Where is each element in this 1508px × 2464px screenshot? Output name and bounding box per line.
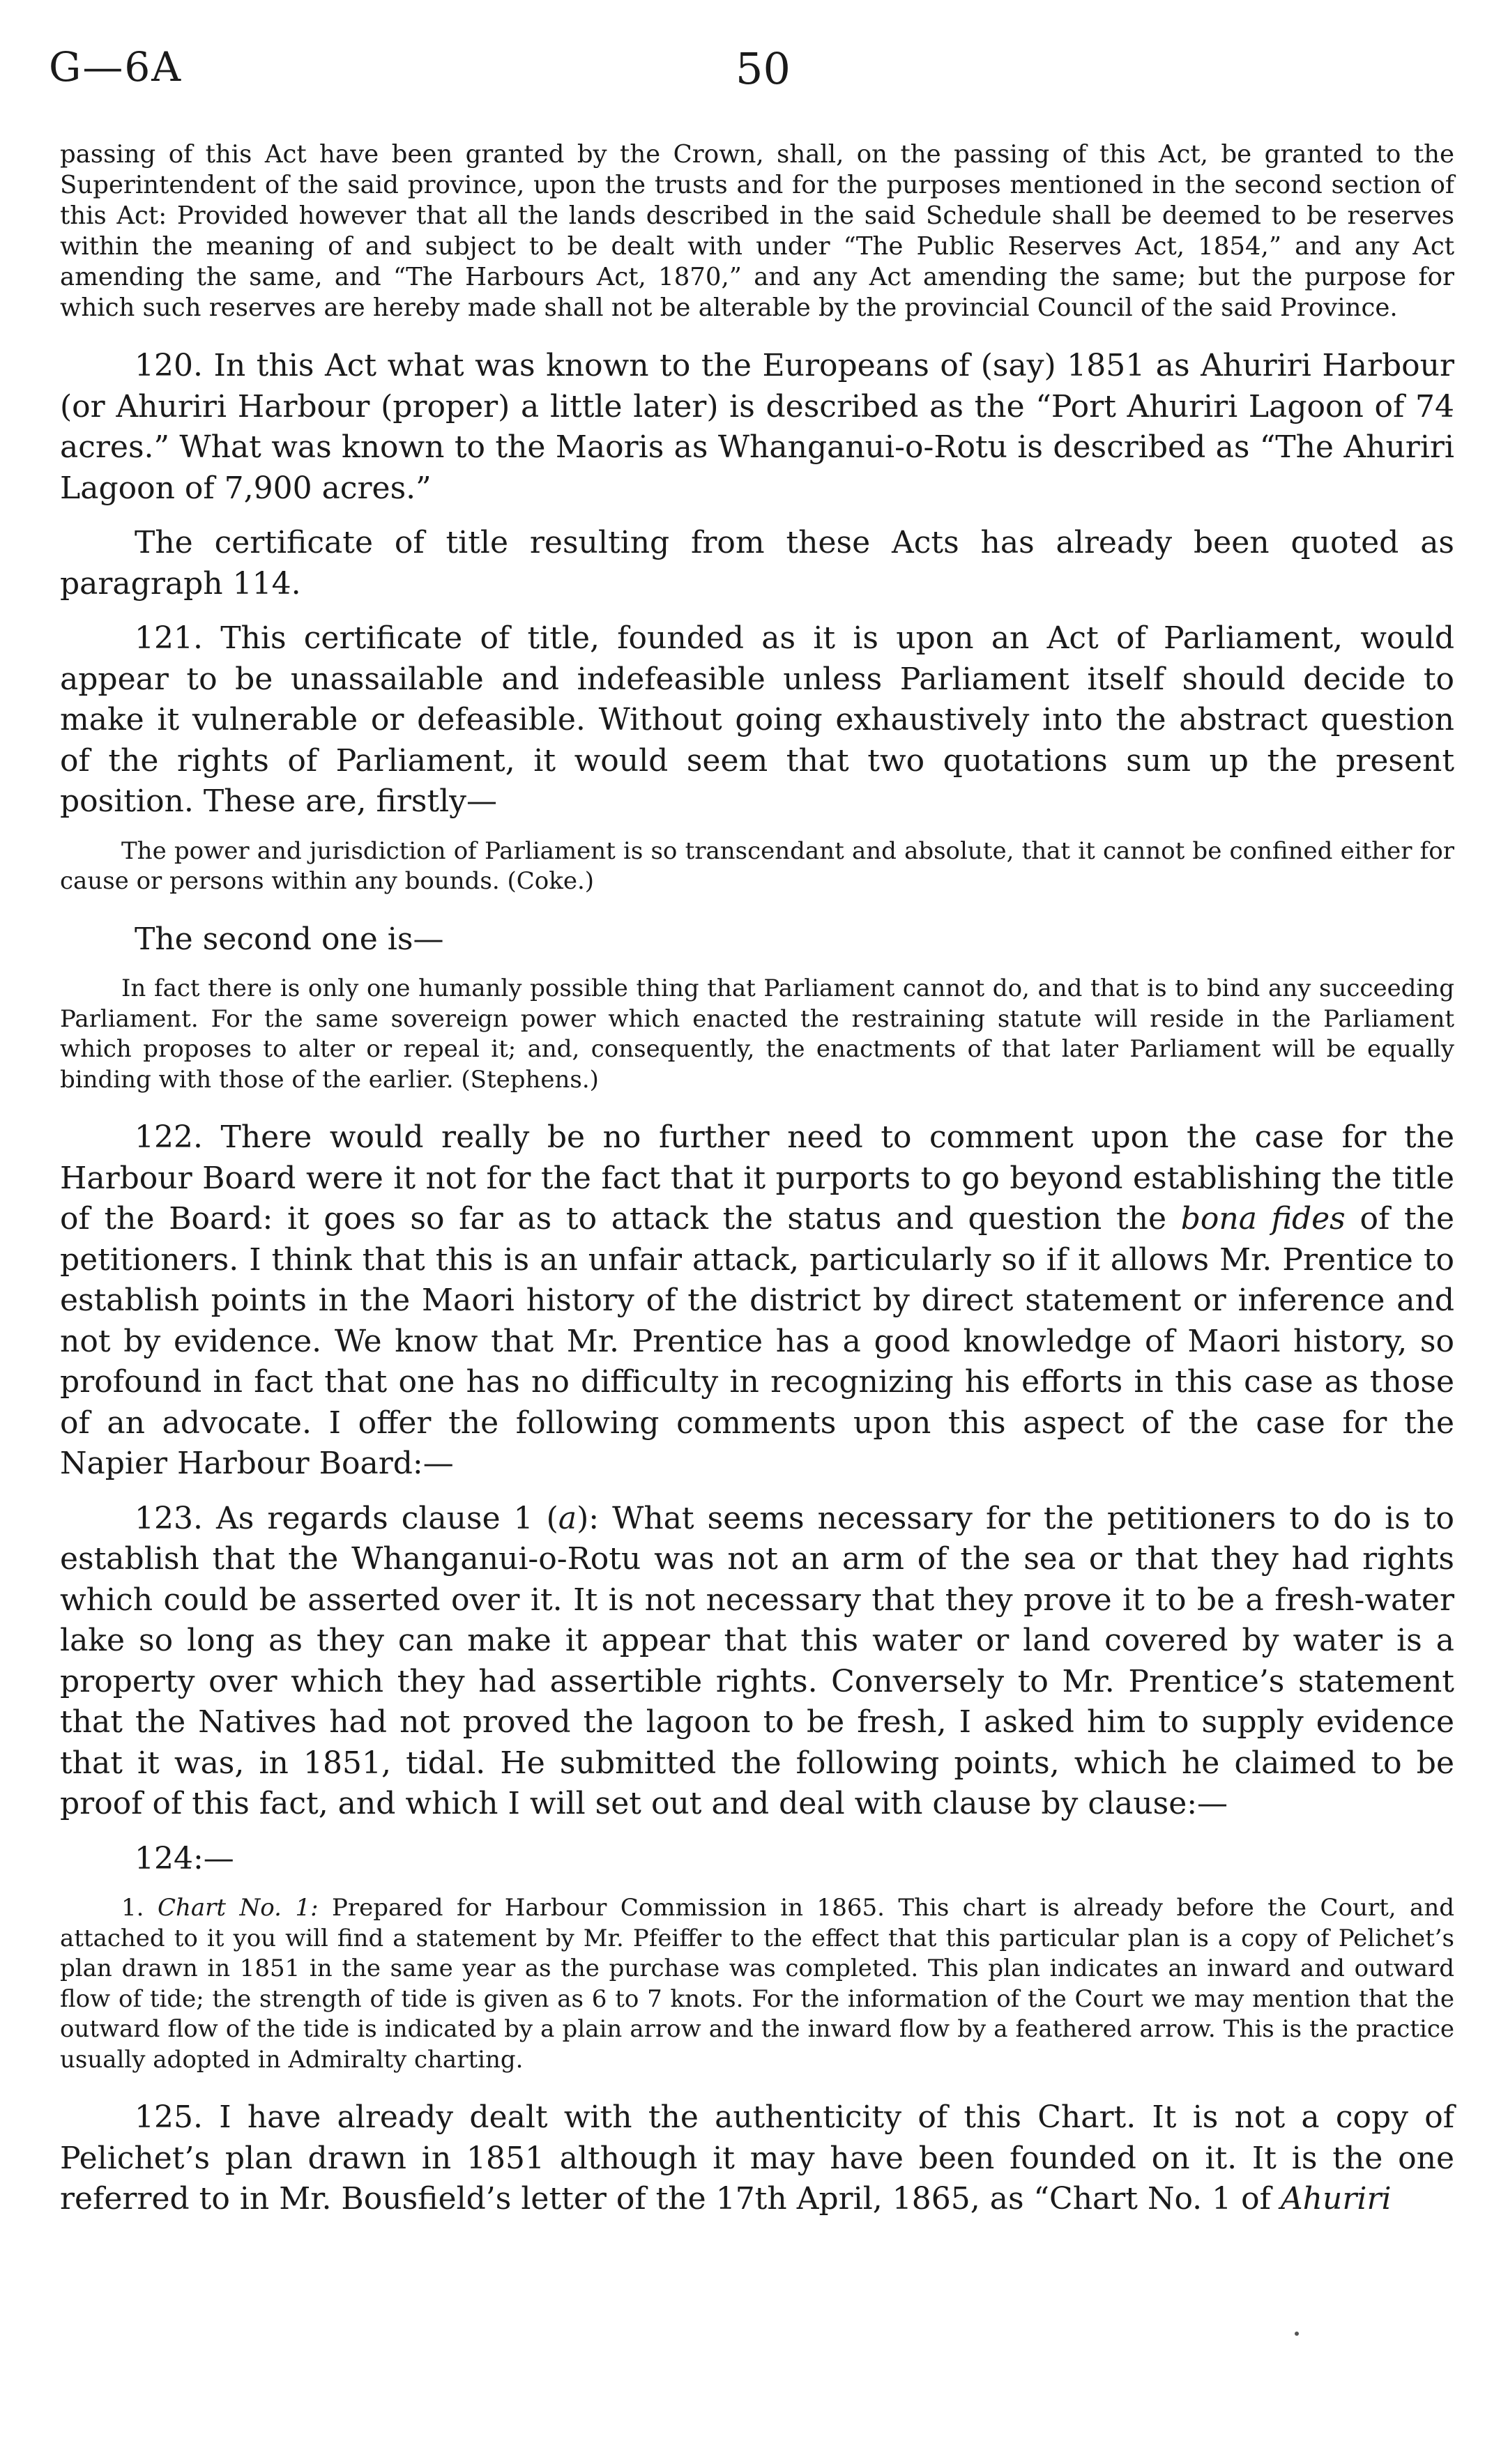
intro-paragraph: passing of this Act have been granted by the Crown, shall, on the passing of this Act, be granted to the Superintendent of the said province, upon the trusts and for the purposes mentioned in the second section of this Act: Provided however that all the lands described in the said Schedule shall be deemed to be reserves within the meaning of and subject to be dealt with under “The Public Reserves Act, 1854,” and any Act amending the same, and “The Harbours Act, 1870,” and any Act amending the same; but the purpose for which such reserves are hereby made shall not be alterable by the provincial Council of the said Province. [60, 140, 1454, 322]
paragraph-120: 120. In this Act what was known to the Europeans of (say) 1851 as Ahuriri Harbour (or Ahuriri Harbour (proper) a little later) is described as the “Port Ahuriri Lagoon of 74 acres.” What was known to the Maoris as Whanganui-o-Rotu is described as “The Ahuriri Lagoon of 7,900 acres.” [60, 348, 1454, 506]
quotation-chart-no-1 [60, 1893, 1454, 2075]
paragraph-122-text-b: of the petitioners. I think that this is an unfair attack, particularly so if it allows Mr. Prentice to establish points in the Maori history of the district by direct statement or inference and not by evidence. We know that Mr. Prentice has a good knowledge of Maori history, so profound in fact that one has no difficulty in recognizing his efforts in this case as those of an advocate. I offer the following comments upon this aspect of the case for the Napier Harbour Board:— [60, 1201, 1454, 1481]
paragraph-122-text-a: 122. There would really be no further need to comment upon the case for the Harbour Board were it not for the fact that it purports to go beyond establishing the title of the Board: it goes so far as to attack the status and question the [60, 1119, 1454, 1237]
paragraph-121: 121. This certificate of title, founded as it is upon an Act of Parliament, would appear to be unassailable and indefeasible unless Parliament itself should decide to make it vulnerable or defeasible. Without going exhaustively into the abstract question of the rights of Parliament, it would seem that two quotations sum up the present position. These are, firstly— [60, 620, 1454, 819]
paragraph-120-continued: The certificate of title resulting from these Acts has already been quoted as paragraph 114. [60, 525, 1454, 602]
page-number: 50 [736, 43, 791, 94]
paragraph-122 [60, 1117, 1454, 1485]
print-speck [1295, 2332, 1299, 2336]
document-reference: G—6A [49, 43, 183, 91]
paragraph-123-text-b: ): What seems necessary for the petitioners to do is to establish that the Whanganui-o-Rotu was not an arm of the sea or that they had rights which could be asserted over it. It is not necessary that they prove it to be a fresh-water lake so long as they can make it appear that this water or land covered by water is a property over which they had assertible rights. Conversely to Mr. Prentice’s statement that the Natives had not proved the lagoon to be fresh, I asked him to supply evidence that it was, in 1851, tidal. He submitted the following points, which he claimed to be proof of this fact, and which I will set out and deal with clause by clause:— [60, 1500, 1454, 1821]
paragraph-125 [60, 2097, 1454, 2220]
quotation-coke: The power and jurisdiction of Parliament is so transcendant and absolute, that it cannot be confined either for cause or persons within any bounds. (Coke.) [60, 836, 1454, 895]
paragraph-125-text-a: 125. I have already dealt with the authenticity of this Chart. It is not a copy of Pelichet’s plan drawn in 1851 although it may have been founded on it. It is the one referred to in Mr. Bousfield’s letter of the 17th April, 1865, as “Chart No. 1 of [60, 2099, 1454, 2217]
paragraph-123 [60, 1499, 1454, 1825]
quotation-chart-italic: Chart No. 1: [157, 1894, 319, 1922]
second-quotation-intro: The second one is— [135, 921, 444, 957]
quotation-chart-text-b: Prepared for Harbour Commission in 1865. This chart is already before the Court, and attached to it you will find a statement by Mr. Pfeiffer to the effect that this particular plan is a copy of Pelichet’s plan drawn in 1851 in the same year as the purchase was completed. This plan indicates an inward and outward flow of tide; the strength of tide is given as 6 to 7 knots. For the information of the Court we may mention that the outward flow of the tide is indicated by a plain arrow and the inward flow by a feathered arrow. This is the practice usually adopted in Admiralty charting. [60, 1894, 1454, 2074]
paragraph-125-italic: Ahuriri [1280, 2181, 1392, 2217]
page-header [49, 43, 1457, 106]
paragraph-122-italic: bona fides [1180, 1201, 1346, 1237]
paragraph-124: 124:— [135, 1840, 234, 1876]
page-body [60, 139, 1454, 2220]
quotation-chart-text-a: 1. [121, 1894, 158, 1922]
quotation-stephens: In fact there is only one humanly possible thing that Parliament cannot do, and that is to bind any succeeding Parliament. For the same sovereign power which enacted the restraining statute will reside in the Parliament which proposes to alter or repeal it; and, consequently, the enactments of that later Parliament will be equally binding with those of the earlier. (Stephens.) [60, 974, 1454, 1094]
paragraph-123-text-a: 123. As regards clause 1 ( [135, 1500, 558, 1536]
paragraph-123-italic: a [558, 1500, 577, 1536]
